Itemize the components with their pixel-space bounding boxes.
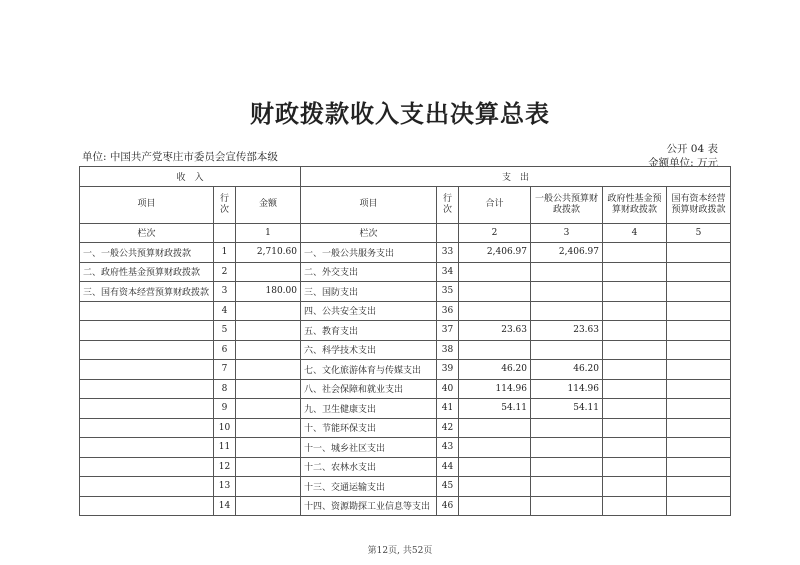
income-amount (236, 262, 301, 282)
gov-fund-amount (603, 243, 667, 263)
income-item (80, 438, 214, 458)
gov-fund-amount (603, 360, 667, 380)
general-budget-amount (531, 301, 603, 321)
expense-item: 十四、资源勘探工业信息等支出 (301, 496, 437, 516)
expense-item: 五、教育支出 (301, 321, 437, 341)
income-line-header: 行次 (214, 186, 236, 223)
income-amount (236, 477, 301, 497)
table-row (80, 379, 731, 399)
state-capital-amount (667, 282, 731, 302)
state-capital-amount (667, 340, 731, 360)
income-item (80, 496, 214, 516)
expense-line: 36 (437, 301, 459, 321)
table-row (80, 301, 731, 321)
expense-line: 35 (437, 282, 459, 302)
expense-item: 八、社会保障和就业支出 (301, 379, 437, 399)
state-capital-amount (667, 457, 731, 477)
gov-fund-amount (603, 301, 667, 321)
total-amount: 54.11 (459, 399, 531, 419)
expense-line: 42 (437, 418, 459, 438)
general-budget-amount (531, 282, 603, 302)
col-index-empty (214, 223, 236, 243)
total-amount (459, 496, 531, 516)
total-amount (459, 477, 531, 497)
expense-line-header: 行次 (437, 186, 459, 223)
expense-line: 46 (437, 496, 459, 516)
income-line: 10 (214, 418, 236, 438)
state-capital-amount (667, 301, 731, 321)
income-line: 3 (214, 282, 236, 302)
expense-line: 33 (437, 243, 459, 263)
general-budget-amount (531, 418, 603, 438)
total-amount: 2,406.97 (459, 243, 531, 263)
general-budget-amount: 46.20 (531, 360, 603, 380)
income-line: 1 (214, 243, 236, 263)
income-line: 9 (214, 399, 236, 419)
expense-item: 九、卫生健康支出 (301, 399, 437, 419)
unit-label: 单位: 中国共产党枣庄市委员会宣传部本级 (82, 151, 278, 163)
general-budget-amount: 114.96 (531, 379, 603, 399)
amount-unit: 金额单位: 万元 (648, 157, 718, 169)
state-capital-amount (667, 399, 731, 419)
table-row (80, 457, 731, 477)
income-amount (236, 379, 301, 399)
income-item (80, 360, 214, 380)
col-index-1: 1 (236, 223, 301, 243)
state-capital-header: 国有资本经营预算财政拨款 (667, 186, 731, 223)
col-label-income: 栏次 (80, 223, 214, 243)
gov-fund-amount (603, 282, 667, 302)
gov-fund-amount (603, 340, 667, 360)
income-line: 11 (214, 438, 236, 458)
expense-line: 44 (437, 457, 459, 477)
total-amount (459, 301, 531, 321)
table-row (80, 321, 731, 341)
state-capital-amount (667, 360, 731, 380)
income-item (80, 340, 214, 360)
total-amount (459, 418, 531, 438)
form-number: 公开 04 表 (666, 143, 718, 155)
income-line: 4 (214, 301, 236, 321)
expense-line: 39 (437, 360, 459, 380)
table-row (80, 399, 731, 419)
gov-fund-amount (603, 477, 667, 497)
income-line: 6 (214, 340, 236, 360)
total-amount: 46.20 (459, 360, 531, 380)
income-item (80, 418, 214, 438)
income-item (80, 301, 214, 321)
gov-fund-header: 政府性基金预算财政拨款 (603, 186, 667, 223)
income-line: 12 (214, 457, 236, 477)
page-title: 财政拨款收入支出决算总表 (250, 99, 550, 128)
expense-line: 37 (437, 321, 459, 341)
table-row (80, 438, 731, 458)
expense-line: 41 (437, 399, 459, 419)
gov-fund-amount (603, 438, 667, 458)
general-budget-amount: 2,406.97 (531, 243, 603, 263)
income-item (80, 379, 214, 399)
general-budget-amount (531, 457, 603, 477)
expense-item: 十、节能环保支出 (301, 418, 437, 438)
expense-line: 43 (437, 438, 459, 458)
table-row (80, 262, 731, 282)
gov-fund-amount (603, 379, 667, 399)
expense-item-header: 项目 (301, 186, 437, 223)
income-amount (236, 360, 301, 380)
table-row (80, 360, 731, 380)
total-amount (459, 262, 531, 282)
income-line: 2 (214, 262, 236, 282)
gov-fund-amount (603, 321, 667, 341)
general-budget-amount (531, 477, 603, 497)
section-header-row (80, 167, 731, 187)
state-capital-amount (667, 262, 731, 282)
total-amount: 114.96 (459, 379, 531, 399)
table-row (80, 418, 731, 438)
income-item-header: 项目 (80, 186, 214, 223)
income-item: 一、一般公共预算财政拨款 (80, 243, 214, 263)
general-budget-header: 一般公共预算财政拨款 (531, 186, 603, 223)
table-row (80, 496, 731, 516)
income-amount (236, 399, 301, 419)
total-header: 合计 (459, 186, 531, 223)
income-item (80, 399, 214, 419)
expense-item: 三、国防支出 (301, 282, 437, 302)
table-row (80, 340, 731, 360)
income-amount (236, 496, 301, 516)
income-line: 13 (214, 477, 236, 497)
col-index-2: 2 (459, 223, 531, 243)
income-amount (236, 457, 301, 477)
income-amount: 180.00 (236, 282, 301, 302)
total-amount (459, 438, 531, 458)
general-budget-amount (531, 496, 603, 516)
page-footer: 第12页, 共52页 (367, 546, 433, 556)
col-label-expense: 栏次 (301, 223, 437, 243)
expense-line: 38 (437, 340, 459, 360)
income-amount-header: 金额 (236, 186, 301, 223)
state-capital-amount (667, 379, 731, 399)
income-amount (236, 321, 301, 341)
state-capital-amount (667, 243, 731, 263)
income-item (80, 321, 214, 341)
state-capital-amount (667, 438, 731, 458)
income-line: 8 (214, 379, 236, 399)
expense-item: 六、科学技术支出 (301, 340, 437, 360)
income-line: 14 (214, 496, 236, 516)
total-amount (459, 282, 531, 302)
expense-item: 四、公共安全支出 (301, 301, 437, 321)
expense-item: 十三、交通运输支出 (301, 477, 437, 497)
general-budget-amount (531, 340, 603, 360)
gov-fund-amount (603, 457, 667, 477)
total-amount (459, 457, 531, 477)
col-index-empty (437, 223, 459, 243)
gov-fund-amount (603, 496, 667, 516)
income-item (80, 457, 214, 477)
expense-item: 十二、农林水支出 (301, 457, 437, 477)
expense-line: 45 (437, 477, 459, 497)
expense-item: 二、外交支出 (301, 262, 437, 282)
gov-fund-amount (603, 399, 667, 419)
expense-line: 34 (437, 262, 459, 282)
expense-header: 支 出 (301, 167, 731, 187)
income-amount (236, 301, 301, 321)
general-budget-amount: 23.63 (531, 321, 603, 341)
table-row (80, 243, 731, 263)
general-budget-amount (531, 438, 603, 458)
income-item: 二、政府性基金预算财政拨款 (80, 262, 214, 282)
expense-item: 七、文化旅游体育与传媒支出 (301, 360, 437, 380)
income-amount (236, 438, 301, 458)
col-index-5: 5 (667, 223, 731, 243)
state-capital-amount (667, 418, 731, 438)
col-index-4: 4 (603, 223, 667, 243)
expense-item: 一、一般公共服务支出 (301, 243, 437, 263)
table-row (80, 477, 731, 497)
income-line: 7 (214, 360, 236, 380)
general-budget-amount (531, 262, 603, 282)
total-amount (459, 340, 531, 360)
column-header-row (80, 186, 731, 223)
expense-line: 40 (437, 379, 459, 399)
budget-table (79, 166, 731, 516)
expense-item: 十一、城乡社区支出 (301, 438, 437, 458)
income-item: 三、国有资本经营预算财政拨款 (80, 282, 214, 302)
income-amount (236, 418, 301, 438)
gov-fund-amount (603, 418, 667, 438)
state-capital-amount (667, 496, 731, 516)
total-amount: 23.63 (459, 321, 531, 341)
income-amount: 2,710.60 (236, 243, 301, 263)
income-line: 5 (214, 321, 236, 341)
income-amount (236, 340, 301, 360)
col-index-3: 3 (531, 223, 603, 243)
state-capital-amount (667, 321, 731, 341)
general-budget-amount: 54.11 (531, 399, 603, 419)
income-item (80, 477, 214, 497)
state-capital-amount (667, 477, 731, 497)
income-header: 收 入 (80, 167, 301, 187)
table-row (80, 282, 731, 302)
column-index-row (80, 223, 731, 243)
gov-fund-amount (603, 262, 667, 282)
